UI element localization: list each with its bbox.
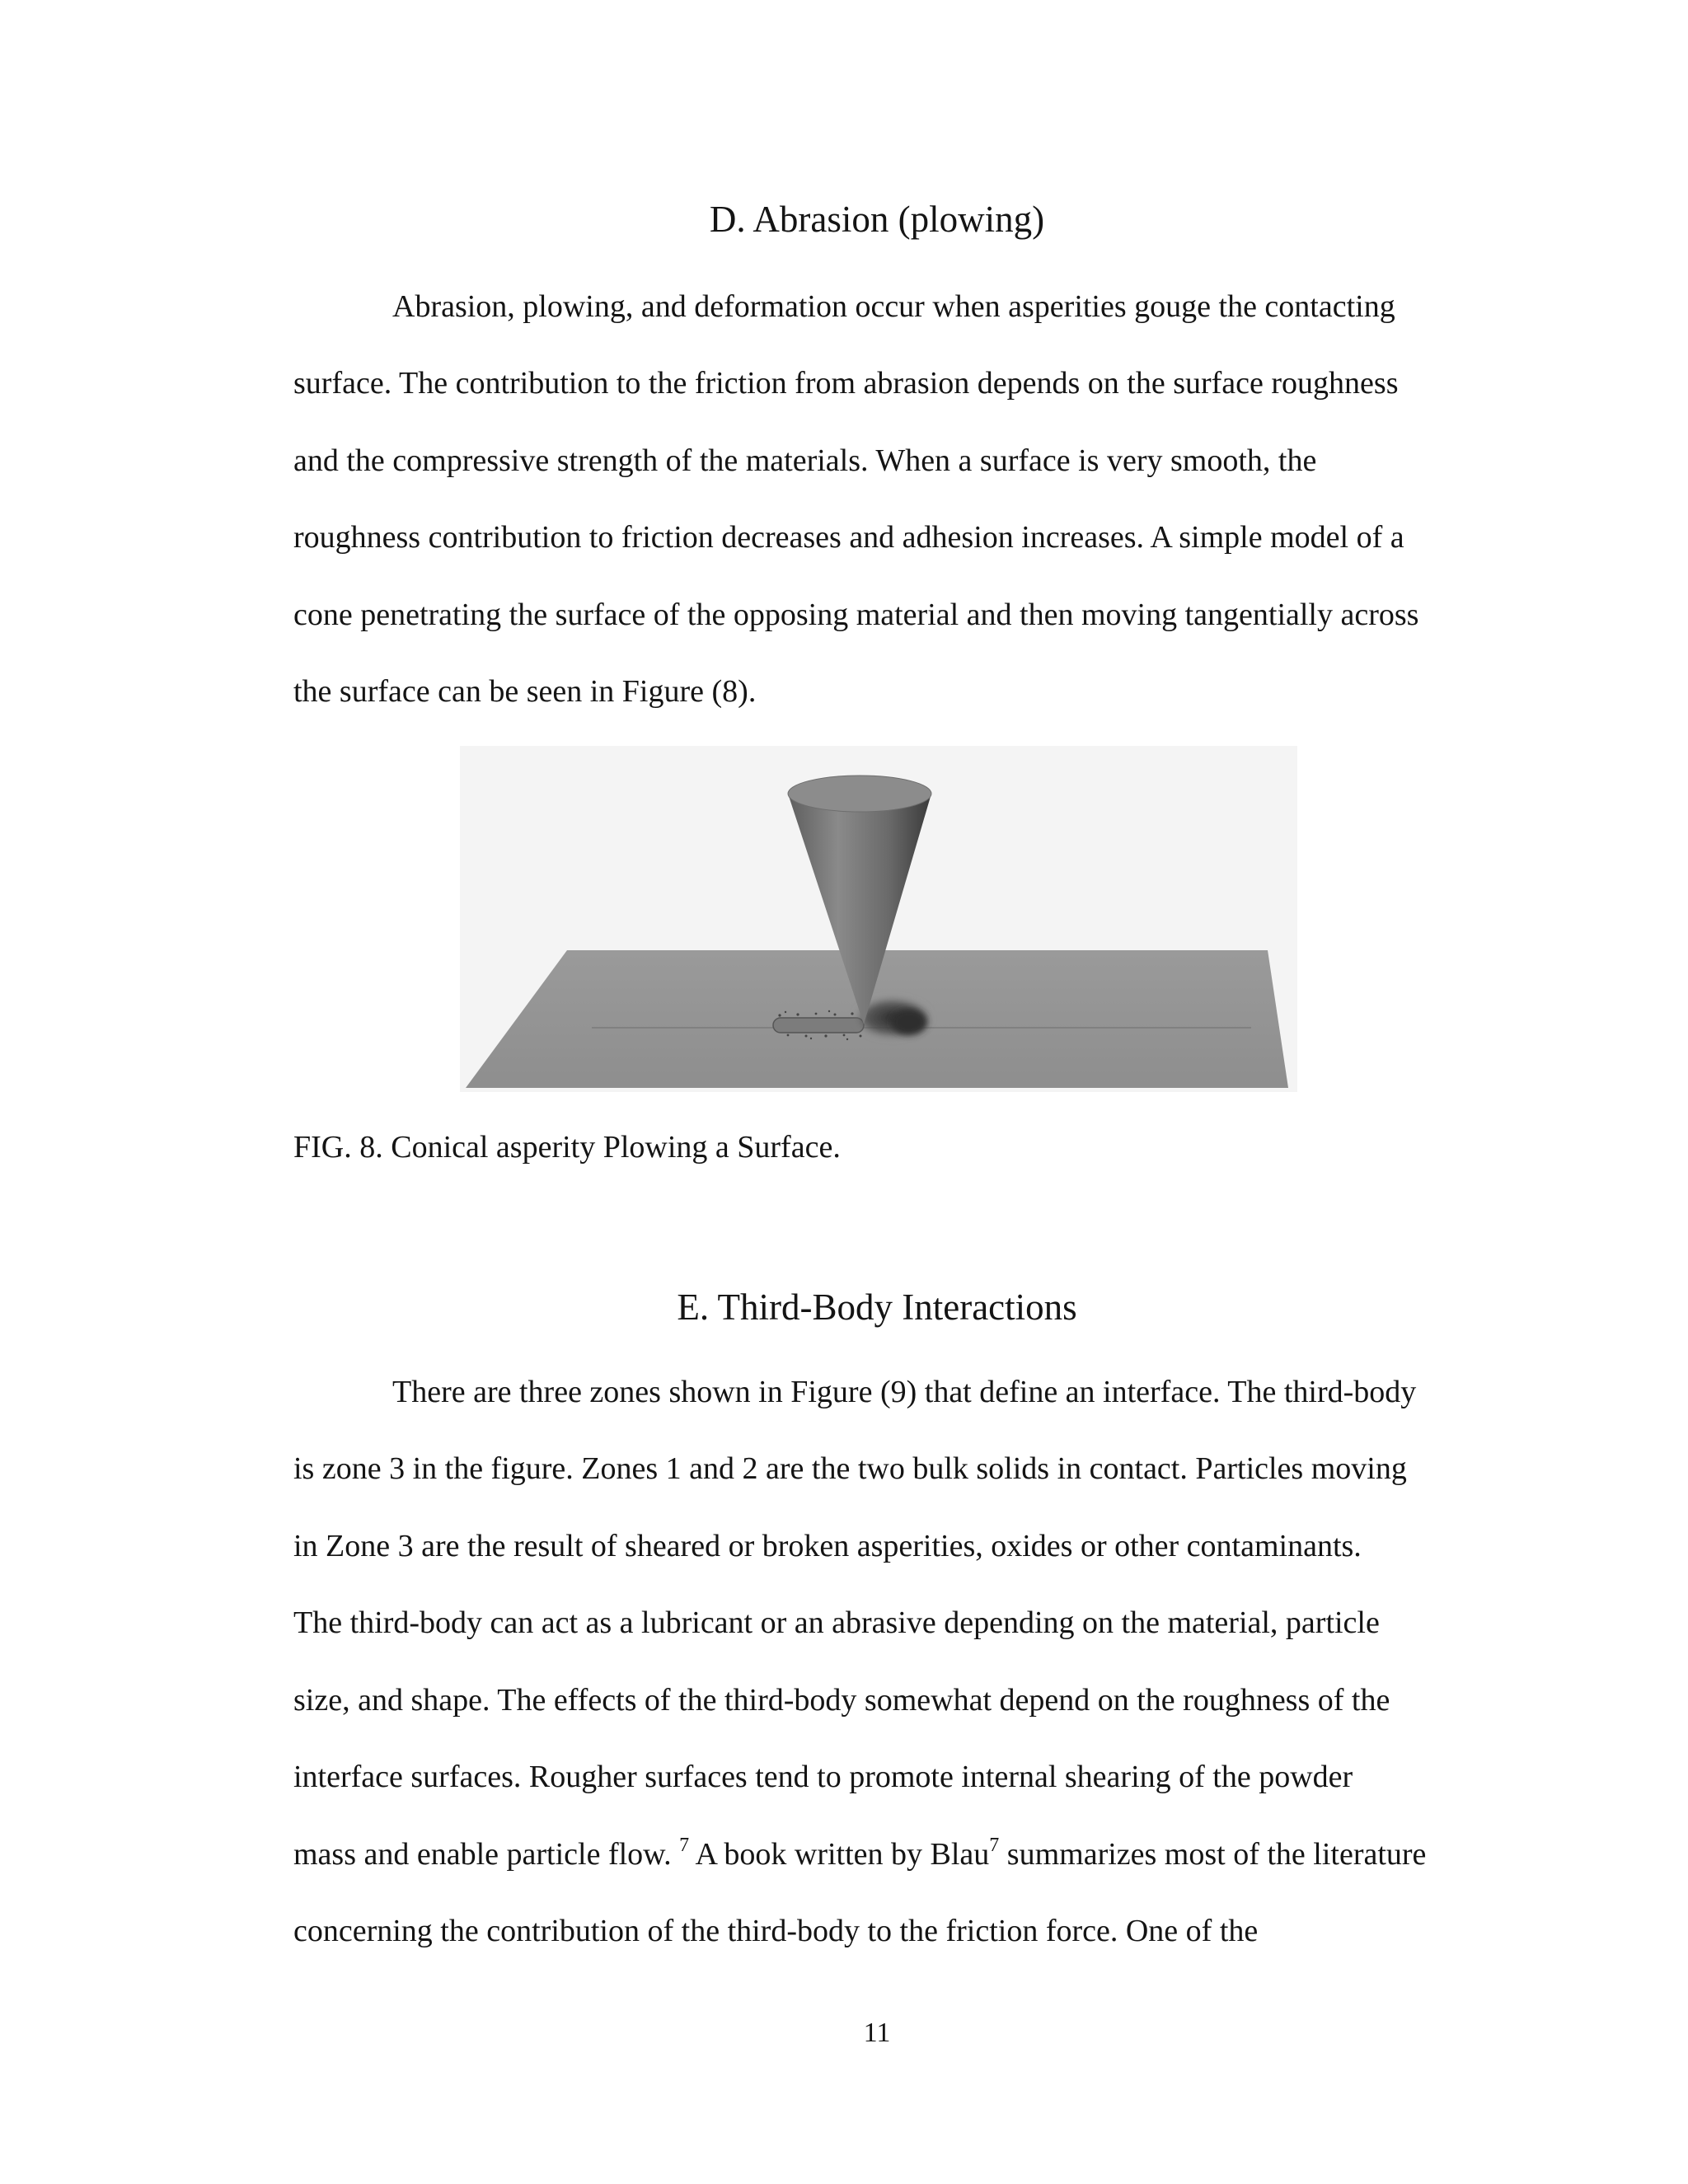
paragraph-line: interface surfaces. Rougher surfaces tend to promote internal shearing of the powder	[293, 1760, 1353, 1794]
paragraph-line: Abrasion, plowing, and deformation occur when asperities gouge the contacting	[392, 289, 1395, 324]
paragraph-line: The third-body can act as a lubricant or an abrasive depending on the material, particle	[293, 1605, 1380, 1640]
page-number: 11	[863, 2018, 891, 2048]
line-text: A book written by Blau	[689, 1837, 990, 1872]
figure-conical-asperity	[460, 746, 1297, 1092]
paragraph-line: in Zone 3 are the result of sheared or broken asperities, oxides or other contaminants.	[293, 1529, 1362, 1563]
paragraph-line: size, and shape. The effects of the third-body somewhat depend on the roughness of the	[293, 1683, 1390, 1718]
citation-ref: 7	[989, 1835, 1000, 1856]
section-heading-third-body: E. Third-Body Interactions	[677, 1286, 1077, 1328]
paragraph-line: surface. The contribution to the friction from abrasion depends on the surface roughness	[293, 366, 1399, 401]
section-heading-abrasion: D. Abrasion (plowing)	[709, 199, 1045, 240]
citation-ref: 7	[679, 1835, 690, 1856]
paragraph-line: cone penetrating the surface of the opposing material and then moving tangentially across	[293, 598, 1419, 632]
line-text: mass and enable particle flow.	[293, 1837, 672, 1872]
paragraph-line: concerning the contribution of the third-body to the friction force. One of the	[293, 1914, 1259, 1948]
paragraph-line: There are three zones shown in Figure (9) that define an interface. The third-body	[392, 1375, 1417, 1409]
paragraph-line: and the compressive strength of the materials. When a surface is very smooth, the	[293, 443, 1317, 478]
paragraph-line: is zone 3 in the figure. Zones 1 and 2 are the two bulk solids in contact. Particles moving	[293, 1451, 1407, 1486]
paragraph-line: roughness contribution to friction decreases and adhesion increases. A simple model of a	[293, 520, 1404, 555]
paragraph-line	[293, 1835, 1426, 1874]
line-text: summarizes most of the literature	[999, 1837, 1427, 1872]
figure-caption: FIG. 8. Conical asperity Plowing a Surface.	[293, 1130, 841, 1165]
paragraph-line: the surface can be seen in Figure (8).	[293, 674, 757, 709]
